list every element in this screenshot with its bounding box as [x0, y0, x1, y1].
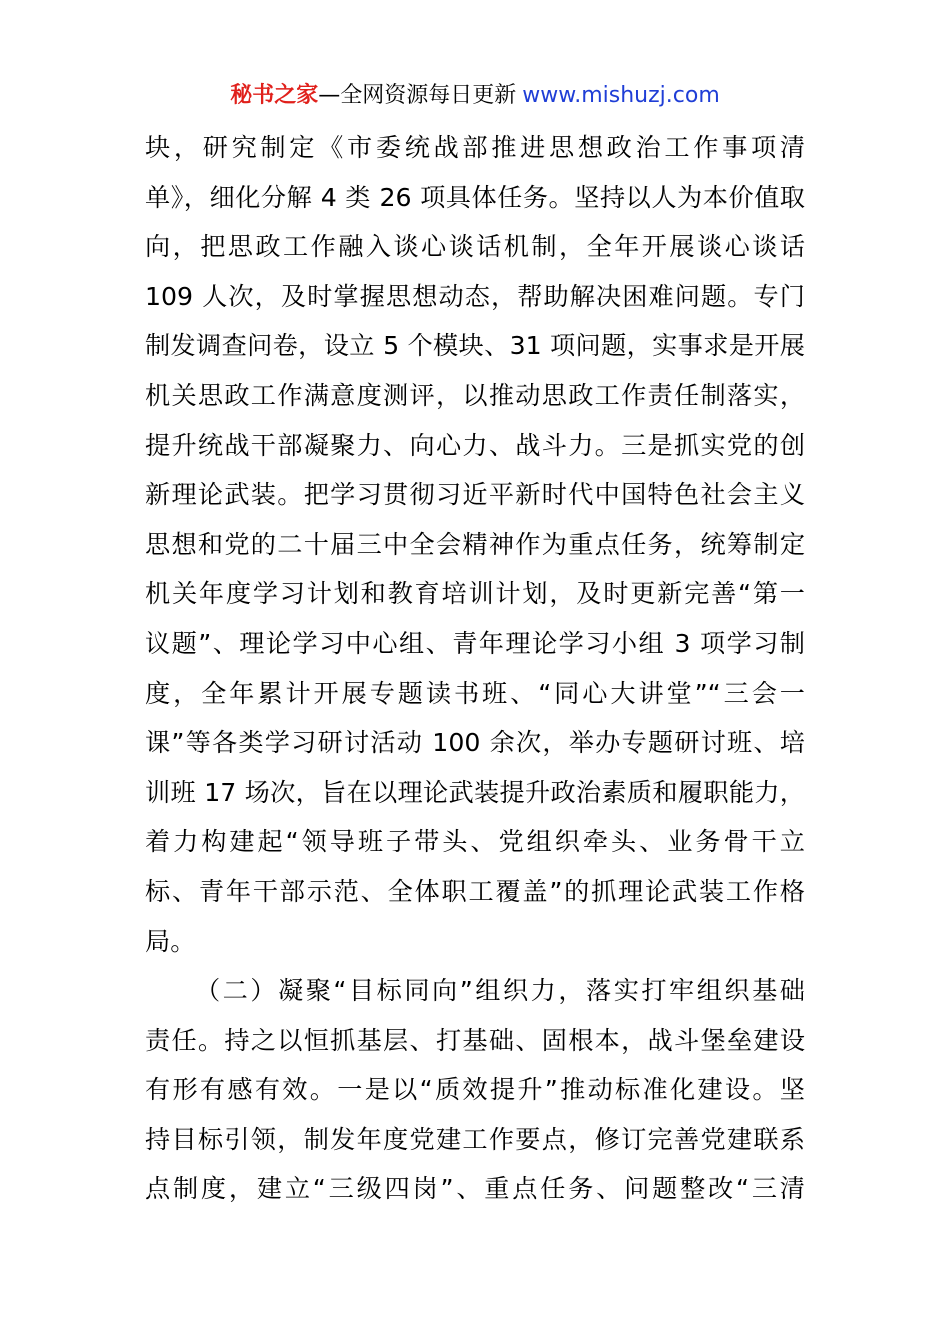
text-line: 持目标引领，制发年度党建工作要点，修订完善党建联系 [145, 1124, 805, 1154]
text-line: 新理论武装。把学习贯彻习近平新时代中国特色社会主义 [145, 480, 805, 510]
site-tagline: —全网资源每日更新 [318, 83, 517, 108]
text-line: 109 人次，及时掌握思想动态，帮助解决困难问题。专门 [145, 281, 805, 311]
text-line: 度，全年累计开展专题读书班、“同心大讲堂”“三会一 [145, 678, 805, 708]
text-line: 机关年度学习计划和教育培训计划，及时更新完善“第一 [145, 579, 805, 609]
text-line: 点制度，建立“三级四岗”、重点任务、问题整改“三清 [145, 1174, 805, 1204]
text-line: 局。 [145, 926, 196, 956]
text-line: 向，把思政工作融入谈心谈话机制，全年开展谈心谈话 [145, 232, 805, 262]
text-line: 提升统战干部凝聚力、向心力、战斗力。三是抓实党的创 [145, 430, 805, 460]
text-line: 机关思政工作满意度测评，以推动思政工作责任制落实， [145, 380, 805, 410]
section-heading-line: （二）凝聚“目标同向”组织力，落实打牢组织基础 [195, 976, 805, 1006]
site-brand: 秘书之家 [230, 83, 319, 108]
text-line: 制发调查问卷，设立 5 个模块、31 项问题，实事求是开展 [145, 331, 805, 361]
text-line: 课”等各类学习研讨活动 100 余次，举办专题研讨班、培 [145, 728, 805, 758]
text-line: 议题”、理论学习中心组、青年理论学习小组 3 项学习制 [145, 628, 805, 658]
text-line: 思想和党的二十届三中全会精神作为重点任务，统筹制定 [145, 529, 805, 559]
text-line: 块，研究制定《市委统战部推进思想政治工作事项清 [145, 133, 805, 162]
site-url-link[interactable]: www.mishuzj.com [522, 83, 720, 108]
text-line: 有形有感有效。一是以“质效提升”推动标准化建设。坚 [145, 1075, 805, 1105]
site-header [0, 80, 950, 112]
text-line: 标、青年干部示范、全体职工覆盖”的抓理论武装工作格 [145, 876, 805, 906]
text-line: 责任。持之以恒抓基层、打基础、固根本，战斗堡垒建设 [145, 1025, 805, 1055]
document-body [145, 128, 805, 1219]
text-line: 单》，细化分解 4 类 26 项具体任务。坚持以人为本价值取 [145, 182, 805, 212]
text-line: 训班 17 场次，旨在以理论武装提升政治素质和履职能力， [145, 777, 805, 807]
text-line: 着力构建起“领导班子带头、党组织牵头、业务骨干立 [145, 827, 805, 857]
